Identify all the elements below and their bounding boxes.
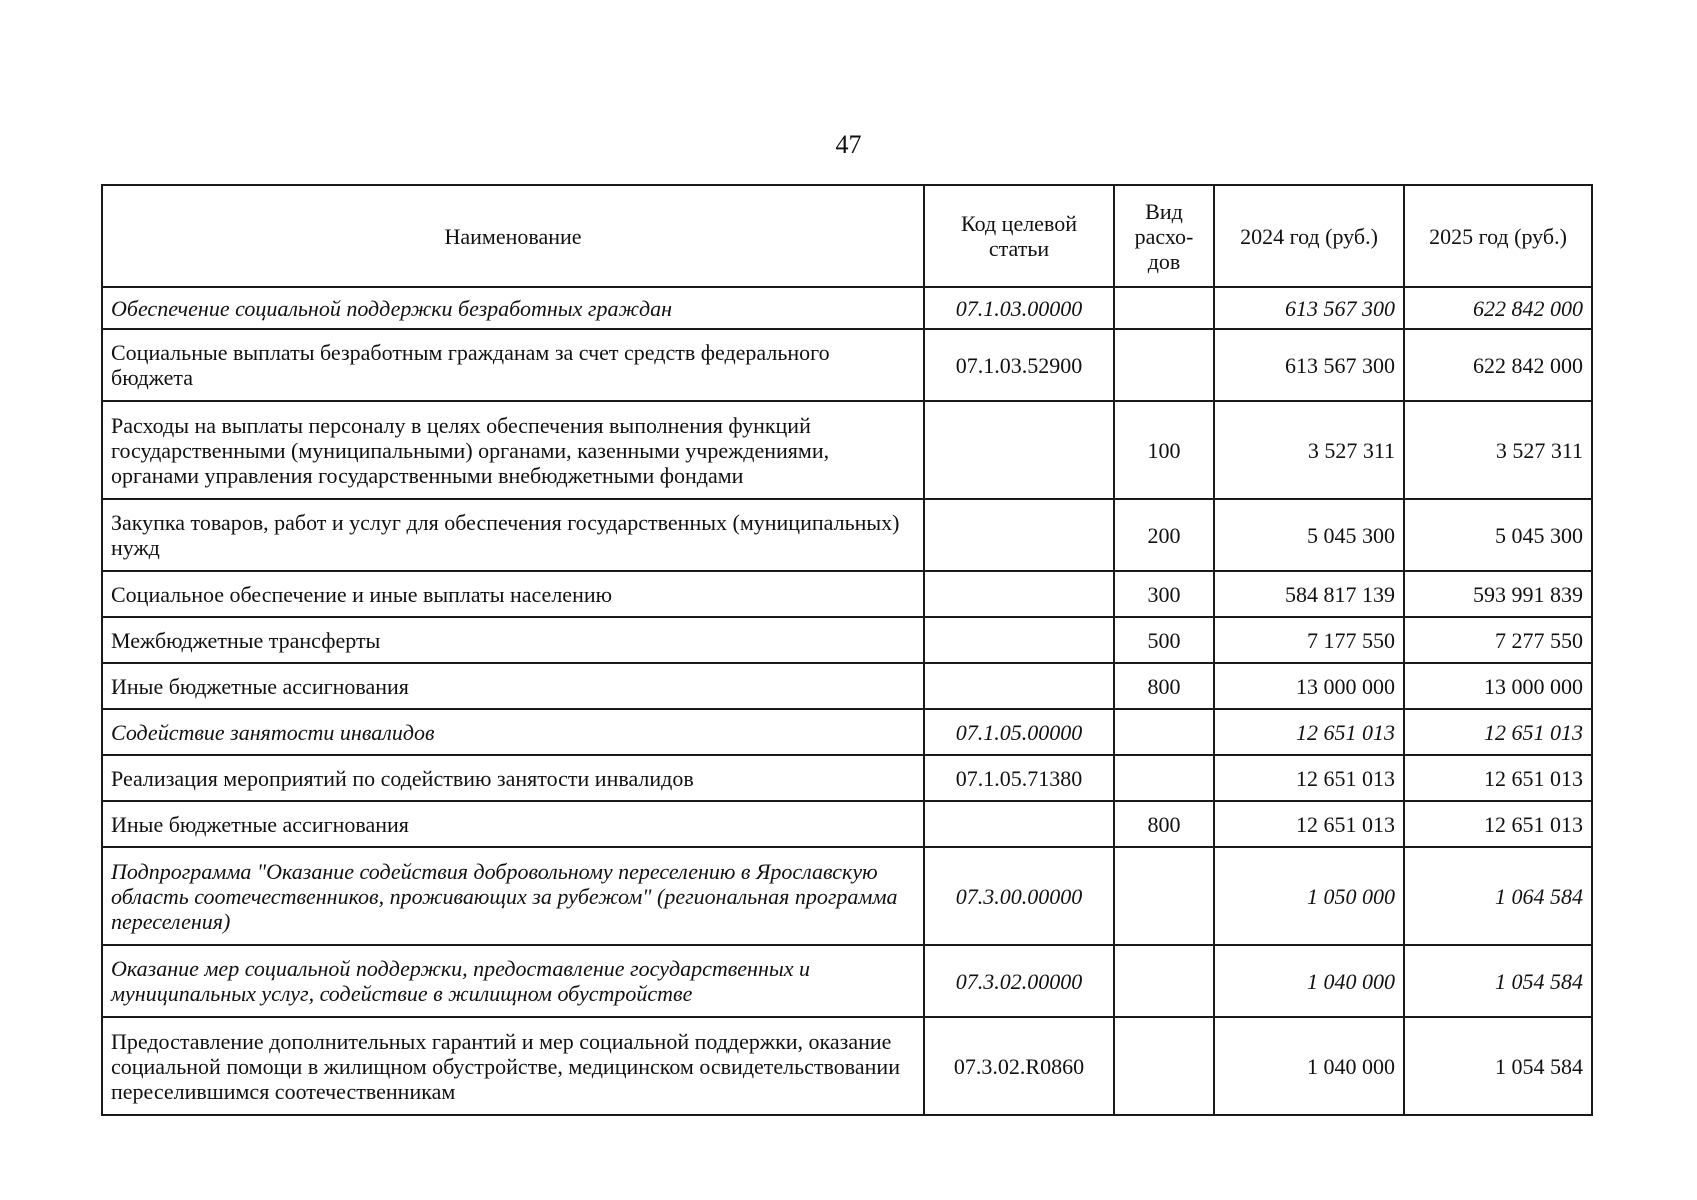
header-vid: Вид расхо-дов: [1114, 185, 1214, 287]
cell-name: Социальное обеспечение и иные выплаты населению: [102, 571, 924, 617]
cell-name: Межбюджетные трансферты: [102, 617, 924, 663]
table-row: [102, 1017, 1592, 1115]
table-row: [102, 499, 1592, 571]
cell-2025: 3 527 311: [1404, 401, 1592, 499]
cell-vid: [1114, 287, 1214, 329]
cell-2024: 1 040 000: [1214, 945, 1404, 1017]
cell-name: Реализация мероприятий по содействию занятости инвалидов: [102, 755, 924, 801]
table-row: [102, 329, 1592, 401]
cell-vid: 800: [1114, 801, 1214, 847]
cell-name: Иные бюджетные ассигнования: [102, 663, 924, 709]
cell-2024: 3 527 311: [1214, 401, 1404, 499]
table-row: [102, 945, 1592, 1017]
table-row: [102, 401, 1592, 499]
cell-vid: 500: [1114, 617, 1214, 663]
header-name: Наименование: [102, 185, 924, 287]
cell-code: [924, 499, 1114, 571]
cell-2024: 7 177 550: [1214, 617, 1404, 663]
cell-vid: 800: [1114, 663, 1214, 709]
header-row: [102, 185, 1592, 287]
cell-vid: [1114, 847, 1214, 945]
cell-2024: 12 651 013: [1214, 709, 1404, 755]
cell-vid: [1114, 755, 1214, 801]
cell-code: 07.3.00.00000: [924, 847, 1114, 945]
cell-code: 07.1.05.00000: [924, 709, 1114, 755]
cell-2025: 1 064 584: [1404, 847, 1592, 945]
table-header: [102, 185, 1592, 287]
cell-2025: 593 991 839: [1404, 571, 1592, 617]
cell-name: Содействие занятости инвалидов: [102, 709, 924, 755]
table-row: [102, 617, 1592, 663]
cell-2024: 584 817 139: [1214, 571, 1404, 617]
cell-2024: 1 040 000: [1214, 1017, 1404, 1115]
header-year-2024: 2024 год (руб.): [1214, 185, 1404, 287]
header-code: Код целевой статьи: [924, 185, 1114, 287]
cell-2025: 12 651 013: [1404, 755, 1592, 801]
cell-2025: 1 054 584: [1404, 1017, 1592, 1115]
cell-2024: 613 567 300: [1214, 329, 1404, 401]
table-row: [102, 847, 1592, 945]
table-row: [102, 287, 1592, 329]
cell-vid: 300: [1114, 571, 1214, 617]
cell-2025: 13 000 000: [1404, 663, 1592, 709]
cell-name: Оказание мер социальной поддержки, предоставление государственных и муниципальных услуг, содействие в жилищном обустройстве: [102, 945, 924, 1017]
page-number: 47: [835, 130, 862, 159]
cell-code: [924, 401, 1114, 499]
cell-2024: 5 045 300: [1214, 499, 1404, 571]
cell-code: 07.1.05.71380: [924, 755, 1114, 801]
cell-2024: 13 000 000: [1214, 663, 1404, 709]
cell-code: [924, 571, 1114, 617]
cell-2025: 12 651 013: [1404, 709, 1592, 755]
cell-code: 07.3.02.R0860: [924, 1017, 1114, 1115]
cell-2025: 1 054 584: [1404, 945, 1592, 1017]
cell-vid: 100: [1114, 401, 1214, 499]
cell-vid: [1114, 709, 1214, 755]
table-body: [102, 287, 1592, 1115]
cell-vid: [1114, 329, 1214, 401]
cell-2025: 622 842 000: [1404, 329, 1592, 401]
cell-code: [924, 617, 1114, 663]
cell-2024: 12 651 013: [1214, 801, 1404, 847]
cell-2025: 7 277 550: [1404, 617, 1592, 663]
cell-name: Обеспечение социальной поддержки безработных граждан: [102, 287, 924, 329]
table-row: [102, 571, 1592, 617]
cell-vid: 200: [1114, 499, 1214, 571]
cell-code: 07.1.03.00000: [924, 287, 1114, 329]
cell-code: 07.1.03.52900: [924, 329, 1114, 401]
cell-name: Предоставление дополнительных гарантий и мер социальной поддержки, оказание социальной помощи в жилищном обустройстве, медицинском освидетельствовании переселившимся соотечественникам: [102, 1017, 924, 1115]
cell-name: Социальные выплаты безработным гражданам за счет средств федерального бюджета: [102, 329, 924, 401]
cell-code: 07.3.02.00000: [924, 945, 1114, 1017]
cell-2024: 613 567 300: [1214, 287, 1404, 329]
budget-table: [101, 184, 1593, 1116]
table-row: [102, 801, 1592, 847]
cell-vid: [1114, 945, 1214, 1017]
table-row: [102, 709, 1592, 755]
table-row: [102, 755, 1592, 801]
cell-code: [924, 801, 1114, 847]
cell-2024: 12 651 013: [1214, 755, 1404, 801]
cell-2024: 1 050 000: [1214, 847, 1404, 945]
cell-name: Расходы на выплаты персоналу в целях обеспечения выполнения функций государственными (муниципальными) органами, казенными учреждениями, органами управления государственными внебюджетными фондами: [102, 401, 924, 499]
cell-name: Закупка товаров, работ и услуг для обеспечения государственных (муниципальных) нужд: [102, 499, 924, 571]
cell-code: [924, 663, 1114, 709]
cell-name: Иные бюджетные ассигнования: [102, 801, 924, 847]
cell-2025: 622 842 000: [1404, 287, 1592, 329]
cell-2025: 5 045 300: [1404, 499, 1592, 571]
cell-2025: 12 651 013: [1404, 801, 1592, 847]
header-year-2025: 2025 год (руб.): [1404, 185, 1592, 287]
cell-vid: [1114, 1017, 1214, 1115]
table-row: [102, 663, 1592, 709]
cell-name: Подпрограмма "Оказание содействия добровольному переселению в Ярославскую область соотечественников, проживающих за рубежом" (региональная программа переселения): [102, 847, 924, 945]
